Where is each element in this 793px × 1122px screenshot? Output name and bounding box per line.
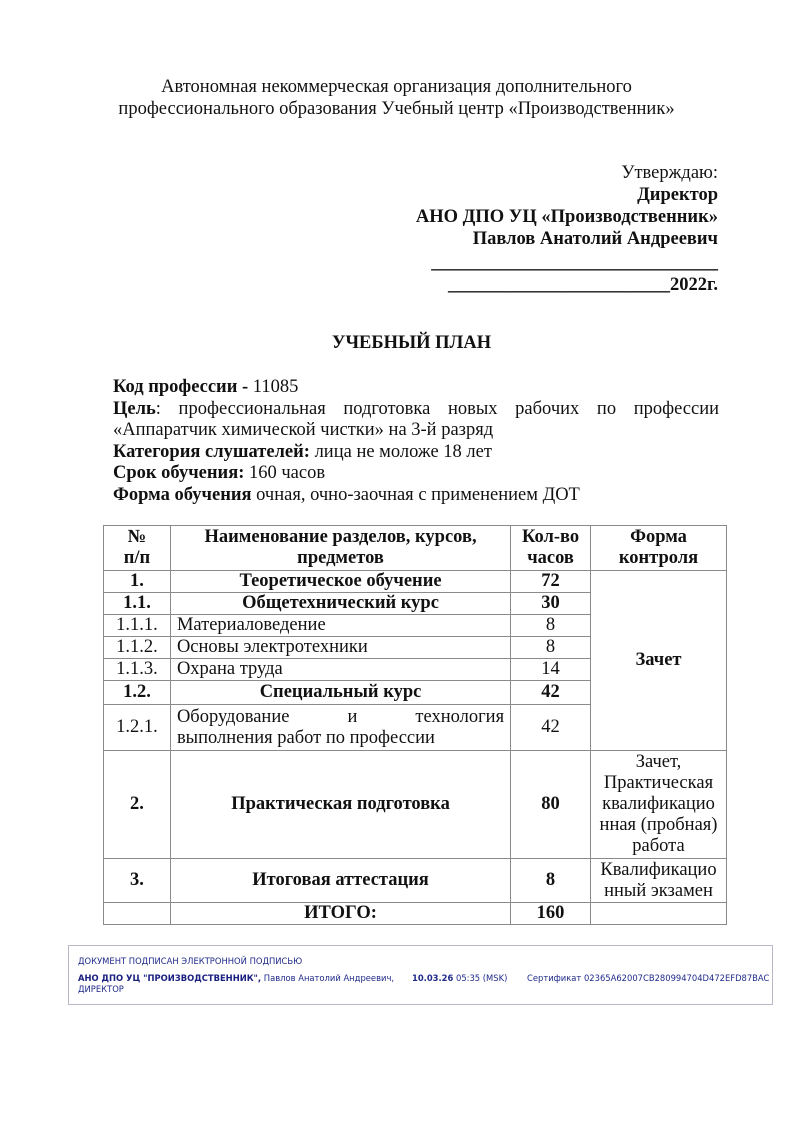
signature-signer-name: Павлов Анатолий Андреевич,: [261, 973, 395, 983]
table-row: [104, 751, 727, 859]
row-hours: 72: [511, 571, 591, 593]
table-header-row: [104, 526, 727, 571]
header-control-line-1: Форма: [630, 527, 687, 547]
header-hours: [511, 526, 591, 571]
header-hours-line-1: Кол-во: [521, 527, 580, 547]
row-num: 1.: [104, 571, 171, 593]
table-row: [104, 571, 727, 593]
table-row: [104, 859, 727, 903]
row-num: 1.1.3.: [104, 659, 171, 681]
row-name: Основы электротехники: [170, 637, 510, 659]
profession-code-value: 11085: [252, 377, 299, 397]
header-hours-line-2: часов: [527, 548, 574, 568]
total-num-empty: [104, 903, 171, 925]
header-num-line-2: п/п: [123, 548, 151, 568]
row-num: 1.1.1.: [104, 615, 171, 637]
signature-certificate: Сертификат 02365A62007CB280994704D472EFD87BAC: [527, 973, 770, 983]
signature-signer: [78, 973, 398, 995]
study-form-label: Форма обучения: [113, 484, 252, 505]
row-name: Материаловедение: [170, 615, 510, 637]
signature-date: 10.03.26: [412, 973, 454, 983]
header-num-line-1: №: [127, 527, 147, 547]
duration: [113, 463, 719, 485]
row-num: 2.: [104, 751, 171, 859]
row-num: 1.1.2.: [104, 637, 171, 659]
approval-block: [358, 162, 718, 296]
row-hours: 8: [511, 615, 591, 637]
category-value: лица не моложе 18 лет: [309, 441, 492, 462]
total-label: ИТОГО:: [170, 903, 510, 925]
row-hours: 80: [511, 751, 591, 859]
program-info: [113, 377, 719, 506]
signature-line: _______________________________: [431, 253, 718, 273]
total-control-empty: [591, 903, 727, 925]
goal-label: Цель: [113, 398, 156, 419]
organization-header-line-1: Автономная некоммерческая организация дополнительного: [161, 77, 632, 97]
signature-organization: АНО ДПО УЦ "ПРОИЗВОДСТВЕННИК",: [78, 973, 262, 983]
category-label: Категория слушателей:: [113, 441, 310, 462]
row-num: 1.1.: [104, 593, 171, 615]
row-name-line-2: выполнения работ по профессии: [176, 727, 435, 748]
signature-datetime: [412, 973, 507, 984]
control-final-line: Квалификацио: [600, 859, 717, 880]
approval-organization: АНО ДПО УЦ «Производственник»: [415, 207, 718, 227]
electronic-signature-stamp: [68, 945, 773, 1005]
row-name: [170, 705, 510, 751]
organization-header: [80, 76, 713, 120]
row-name: Теоретическое обучение: [170, 571, 510, 593]
row-hours: 14: [511, 659, 591, 681]
control-practice-line: Зачет,: [635, 752, 682, 772]
row-hours: 8: [511, 859, 591, 903]
category: [113, 442, 719, 464]
profession-code-label: Код профессии -: [113, 377, 253, 397]
signature-signer-position: ДИРЕКТОР: [78, 984, 124, 994]
signature-stamp-title: ДОКУМЕНТ ПОДПИСАН ЭЛЕКТРОННОЙ ПОДПИСЬЮ: [78, 956, 303, 966]
study-form: [113, 485, 719, 507]
header-control-line-2: контроля: [618, 548, 699, 568]
duration-value: 160 часов: [244, 463, 326, 483]
date-line: ________________________2022г.: [448, 275, 718, 295]
profession-code: [113, 377, 719, 399]
organization-header-line-2: профессионального образования Учебный центр «Производственник»: [118, 99, 675, 119]
curriculum-table: [103, 525, 727, 925]
goal-line-2: «Аппаратчик химической чистки» на 3-й разряд: [113, 420, 494, 440]
study-form-value: очная, очно-заочная с применением ДОТ: [251, 484, 580, 505]
control-form-theory: Зачет: [591, 571, 727, 751]
total-hours: 160: [511, 903, 591, 925]
control-final-line: нный экзамен: [604, 880, 713, 901]
header-num: [104, 526, 171, 571]
row-num: 3.: [104, 859, 171, 903]
control-form-final: [591, 859, 727, 903]
signature-time: 05:35 (MSK): [453, 973, 508, 983]
control-form-practice: [591, 751, 727, 859]
row-num: 1.2.1.: [104, 705, 171, 751]
header-control: [591, 526, 727, 571]
row-hours: 42: [511, 681, 591, 705]
table-total-row: [104, 903, 727, 925]
row-hours: 8: [511, 637, 591, 659]
control-practice-line: нная (пробная): [599, 815, 718, 835]
approval-name: Павлов Анатолий Андреевич: [472, 229, 718, 249]
row-name: Практическая подготовка: [170, 751, 510, 859]
row-num: 1.2.: [104, 681, 171, 705]
duration-label: Срок обучения:: [113, 463, 245, 483]
approval-position: Директор: [637, 185, 718, 205]
goal-value-line-1: : профессиональная подготовка новых рабочих по профессии: [155, 398, 719, 419]
row-name: Специальный курс: [170, 681, 510, 705]
control-practice-line: работа: [632, 836, 685, 856]
control-practice-line: квалификацио: [602, 794, 715, 814]
row-hours: 42: [511, 705, 591, 751]
approval-label: Утверждаю:: [621, 163, 718, 183]
row-name: Общетехнический курс: [170, 593, 510, 615]
header-name: Наименование разделов, курсов, предметов: [170, 526, 510, 571]
row-name-line-1: Оборудование и технология: [176, 706, 505, 727]
page-title: УЧЕБНЫЙ ПЛАН: [331, 333, 492, 353]
row-hours: 30: [511, 593, 591, 615]
goal: [113, 399, 719, 421]
row-name: Итоговая аттестация: [170, 859, 510, 903]
control-practice-line: Практическая: [603, 773, 714, 793]
row-name: Охрана труда: [170, 659, 510, 681]
